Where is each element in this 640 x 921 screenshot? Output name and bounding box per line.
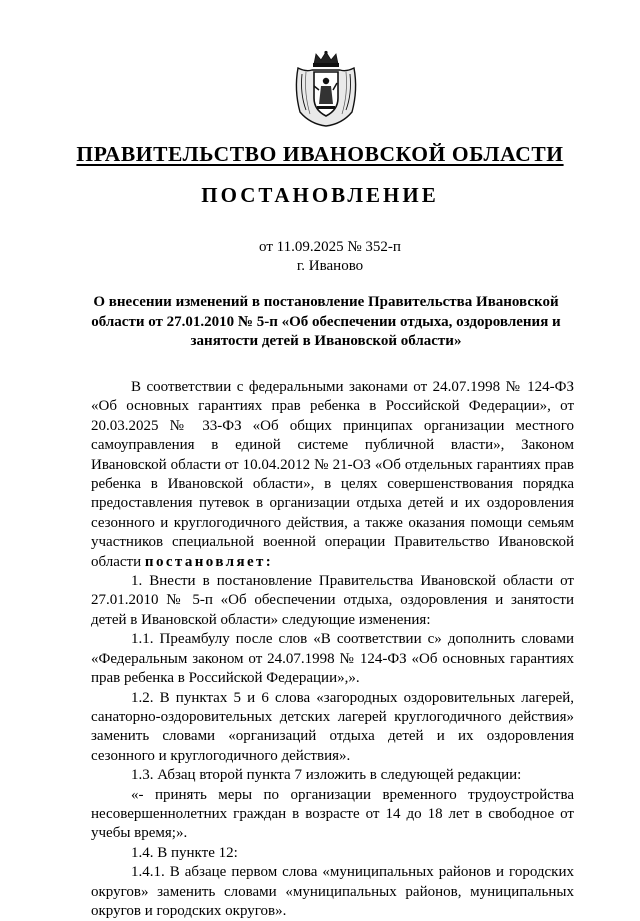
paragraph-1-1: 1.1. Преамбулу после слов «В соответствии с» дополнить словами «Федеральным законом от 24.07.1998 № 124-ФЗ «Об основных гарантиях прав ребенка в Российской Федерации»,». <box>91 631 574 687</box>
preamble-paragraph <box>91 378 574 572</box>
paragraph-1: 1. Внести в постановление Правительства Ивановской области от 27.01.2010 № 5-п «Об обеспечении отдыха, оздоровления и занятости детей в Ивановской области» следующие изменения: <box>91 573 574 628</box>
coat-of-arms-icon <box>290 50 362 128</box>
paragraph-1-3: 1.3. Абзац второй пункта 7 изложить в следующей редакции: <box>131 767 522 784</box>
document-meta <box>0 238 640 276</box>
document-type: ПОСТАНОВЛЕНИЕ <box>201 183 439 207</box>
paragraph-1-4: 1.4. В пункте 12: <box>131 844 238 861</box>
paragraph-1-2: 1.2. В пунктах 5 и 6 слова «загородных оздоровительных лагерей, санаторно-оздоровительных детских лагерей круглогодичного действия» заменить словами «организаций отдыха детей и их оздоровления сезонного и круглогодичного действия». <box>91 689 574 764</box>
government-title: ПРАВИТЕЛЬСТВО ИВАНОВСКОЙ ОБЛАСТИ <box>76 142 564 166</box>
decree-word: постановляет: <box>144 553 274 570</box>
document-body <box>91 378 574 921</box>
document-subject: О внесении изменений в постановление Правительства Ивановской области от 27.01.2010 № 5-п «Об обеспечении отдыха, оздоровления и занятости детей в Ивановской области» <box>91 294 561 349</box>
city: г. Иваново <box>296 258 364 274</box>
paragraph-1-3-quote: «- принять меры по организации временного трудоустройства несовершеннолетних граждан в возрасте от 14 до 18 лет в свободное от учебы время;». <box>91 786 574 842</box>
date-number: от 11.09.2025 № 352-п <box>259 239 401 255</box>
preamble-text: В соответствии с федеральными законами от 24.07.1998 № 124-ФЗ «Об основных гарантиях прав ребенка в Российской Федерации», от 20.03.2025 № 33-ФЗ «Об общих принципах организации местного самоуправления в единой системе публичной власти», Законом Ивановской области от 10.04.2012 № 21-ОЗ «Об отдельных гарантиях прав ребенка в Ивановской области», в целях совершенствования порядка предоставления путевок в организации отдыха детей и их оздоровления сезонного и круглогодичного действия, а также оказания помощи семьям участников специальной военной операции Правительство Ивановской области <box>91 379 574 570</box>
paragraph-1-4-1: 1.4.1. В абзаце первом слова «муниципальных районов и городских округов» заменить словами «муниципальных районов, муниципальных округов и городских округов». <box>91 864 574 919</box>
